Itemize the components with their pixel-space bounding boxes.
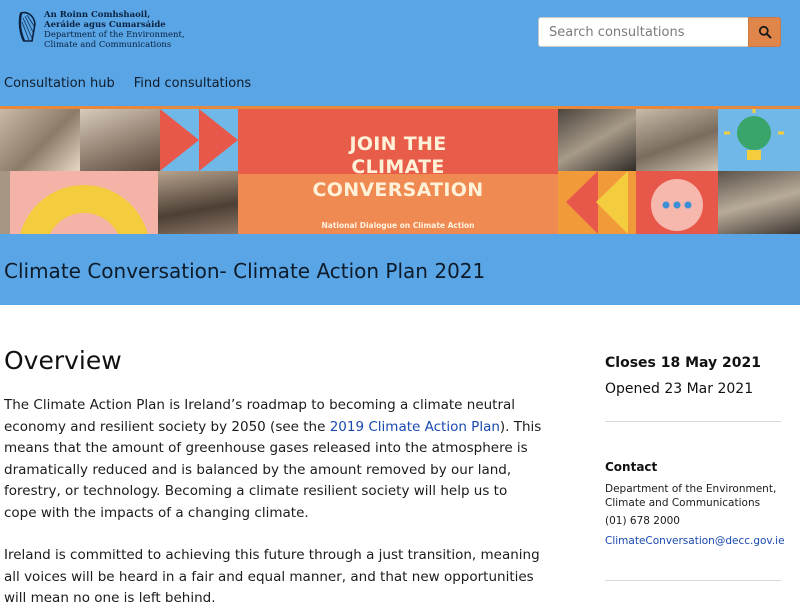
dept-line-irish-2: Aeráide agus Cumarsáide: [44, 20, 166, 30]
page-title: Climate Conversation- Climate Action Plan 2021: [4, 259, 486, 283]
campaign-heading-line: CLIMATE: [351, 156, 445, 178]
banner-pattern-tile: [558, 171, 636, 234]
banner-pattern-tile: [160, 109, 238, 171]
dept-line-english-1: Department of the Environment,: [44, 30, 185, 40]
closing-date: Closes 18 May 2021: [605, 355, 761, 371]
paragraph-text: The Climate Action Plan is Ireland’s roadmap to becoming a climate neutral economy and resilient society by 2050 (see the: [4, 397, 516, 435]
search-bar: [538, 17, 781, 47]
campaign-heading: [238, 133, 558, 202]
search-icon: [758, 25, 772, 39]
campaign-heading-line: CONVERSATION: [312, 179, 484, 201]
overview-paragraph-1: [4, 395, 544, 524]
speech-bubble-icon: [636, 171, 718, 234]
campaign-heading-line: JOIN THE: [349, 133, 447, 155]
dept-line-english-2: Climate and Communications: [44, 40, 172, 50]
main-nav: [4, 76, 251, 91]
contact-department: Department of the Environment, Climate and Communications: [605, 483, 777, 509]
contact-email-link[interactable]: ClimateConversation@decc.gov.ie: [605, 535, 785, 547]
campaign-banner: [238, 109, 558, 234]
banner-photo-tile: [558, 109, 636, 171]
climate-action-plan-2019-link[interactable]: 2019 Climate Action Plan: [329, 418, 500, 435]
paragraph-text: ). This means that the amount of greenhouse gases released into the atmosphere is dramatically reduced and is balanced by the amount removed by our land, forestry, or technology. Becoming a climate resilient society will help us to cope with the impacts of a changing climate.: [4, 418, 542, 521]
banner-photo-tile: [718, 171, 800, 234]
overview-heading: Overview: [4, 346, 122, 375]
department-logo[interactable]: [16, 10, 185, 50]
department-name: [44, 10, 185, 50]
search-button[interactable]: [748, 17, 781, 47]
contact-phone: (01) 678 2000: [605, 515, 680, 527]
search-input[interactable]: [538, 17, 748, 47]
banner-photo-tile: [636, 109, 718, 171]
banner-pattern-tile: [718, 109, 800, 171]
harp-icon: [16, 10, 38, 44]
sidebar-divider: [605, 421, 781, 422]
campaign-subtitle: National Dialogue on Climate Action: [321, 221, 475, 230]
hero-banner: [0, 109, 800, 234]
banner-pattern-tile: [10, 171, 158, 234]
banner-pattern-tile: [636, 171, 718, 234]
banner-photo-tile: [158, 171, 238, 234]
dept-line-irish-1: An Roinn Comhshaoil,: [44, 10, 151, 20]
site-header: [0, 0, 800, 106]
overview-paragraph-2: Ireland is committed to achieving this future through a just transition, meaning all voices will be heard in a fair and equal manner, and that new opportunities will mean no one is left behind.: [4, 547, 540, 606]
nav-consultation-hub[interactable]: Consultation hub: [4, 76, 115, 91]
banner-photo-tile: [80, 109, 160, 171]
nav-find-consultations[interactable]: Find consultations: [133, 76, 252, 91]
opening-date: Opened 23 Mar 2021: [605, 381, 754, 397]
contact-heading: Contact: [605, 460, 658, 474]
sidebar-divider: [605, 580, 781, 581]
banner-photo-tile: [0, 171, 10, 234]
lightbulb-icon: [718, 109, 800, 171]
banner-photo-tile: [0, 109, 80, 171]
